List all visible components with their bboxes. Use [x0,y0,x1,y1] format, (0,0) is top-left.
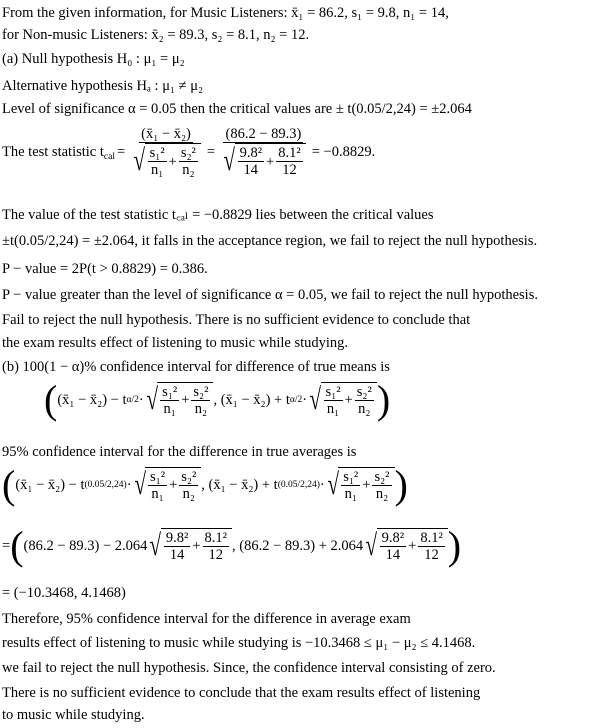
ci-95-formula: ( (x̄₁ − x̄₂) − t (0.05/2,24) · √ $\frac{\text{s₁²}}{\text{n₁}}$ + $\frac{\text{s₂²}}{\text{n₂}}$ , (x̄₁ − x̄₂) + t (0.05/2,24) · √ $\frac{\text{s₁²}}{\text{n₁}}$ + $\frac{\text{s₂²}}{\text{n₂}}$ ) [2,462,408,507]
test-statistic-values: (86.2 − 89.3) √ $\frac{\text{9.8²}}{14}$ + $\frac{\text{8.1²}}{12}$ [219,126,308,179]
final-conclusion-1: we fail to reject the null hypothesis. Since, the confidence interval consisting of zero. [2,660,496,676]
ci-result: = (−10.3468, 4.1468) [2,585,126,601]
test-statistic-formula: The test statistic $t_{cal}$ = (x̄₁ − x̄₂) √ $\frac{\text{s₁²}}{\text{n₁}}$ + $\frac{\text{s₂²}}{\text{n₂}}$ = (86.2 − 89.3) √ $\frac{\text{9.8²}}{14}$ + $\frac{\text{8.1²}}{12}$ = −0.8829. [2,126,376,178]
alternative-hypothesis: Alternative hypothesis Hₐ : μ₁ ≠ μ₂ [2,78,204,94]
ci-general-formula: ( (x̄₁ − x̄₂) − t α/2 · √ $\frac{\text{s₁²}}{\text{n₁}}$ + $\frac{\text{s₂²}}{\text{n₂}}$ , (x̄₁ − x̄₂) + t α/2 · √ $\frac{\text{s₁²}}{\text{n₁}}$ + $\frac{\text{s₂²}}{\text{n₂}}$ ) [44,377,391,422]
given-info-line-2: for Non-music Listeners: x̄₂ = 89.3, s₂ = 8.1, n₂ = 12. [2,27,310,43]
test-statistic-symbolic: (x̄₁ − x̄₂) √ $\frac{\text{s₁²}}{\text{n₁}}$ + $\frac{\text{s₂²}}{\text{n₂}}$ [129,126,203,179]
ci-95-heading: 95% confidence interval for the difference in true averages is [2,444,357,460]
therefore-line-1: Therefore, 95% confidence interval for the difference in average exam [2,611,411,627]
given-info-line-1: From the given information, for Music Listeners: x̄₁ = 86.2, s₁ = 9.8, n₁ = 14, [2,5,449,21]
final-conclusion-3: to music while studying. [2,707,145,723]
ci-95-values: = ( (86.2 − 89.3) − 2.064 √ $\frac{\text{9.8²}}{14}$ + $\frac{\text{8.1²}}{12}$ , (86.2 − 89.3) + 2.064 √ $\frac{\text{9.8²}}{14}$ + $\frac{\text{8.1²}}{12}$ ) [2,523,462,568]
test-statistic-conclusion: The value of the test statistic t꜀ₐₗ = −0.8829 lies between the critical values [2,207,434,223]
null-hypothesis: (a) Null hypothesis H₀ : μ₁ = μ₂ [2,51,185,67]
part-b-heading: (b) 100(1 − α)% confidence interval for difference of true means is [2,359,390,375]
p-value-comparison: P − value greater than the level of significance α = 0.05, we fail to reject the null hypothesis. [2,287,538,303]
final-conclusion-2: There is no sufficient evidence to conclude that the exam results effect of listening [2,685,481,701]
conclusion-line-1: Fail to reject the null hypothesis. There is no sufficient evidence to conclude that [2,312,471,328]
therefore-line-2: results effect of listening to music while studying is −10.3468 ≤ μ₁ − μ₂ ≤ 4.1468. [2,635,476,651]
conclusion-line-2: the exam results effect of listening to music while studying. [2,335,349,351]
test-statistic-label: The test statistic $t_{cal}$ [2,143,115,162]
acceptance-region-line: ±t(0.05/2,24) = ±2.064, it falls in the acceptance region, we fail to reject the null hypothesis. [2,233,538,249]
significance-line: Level of significance α = 0.05 then the critical values are ± t(0.05/2,24) = ±2.064 [2,101,472,117]
p-value-line: P − value = 2P(t > 0.8829) = 0.386. [2,261,208,277]
